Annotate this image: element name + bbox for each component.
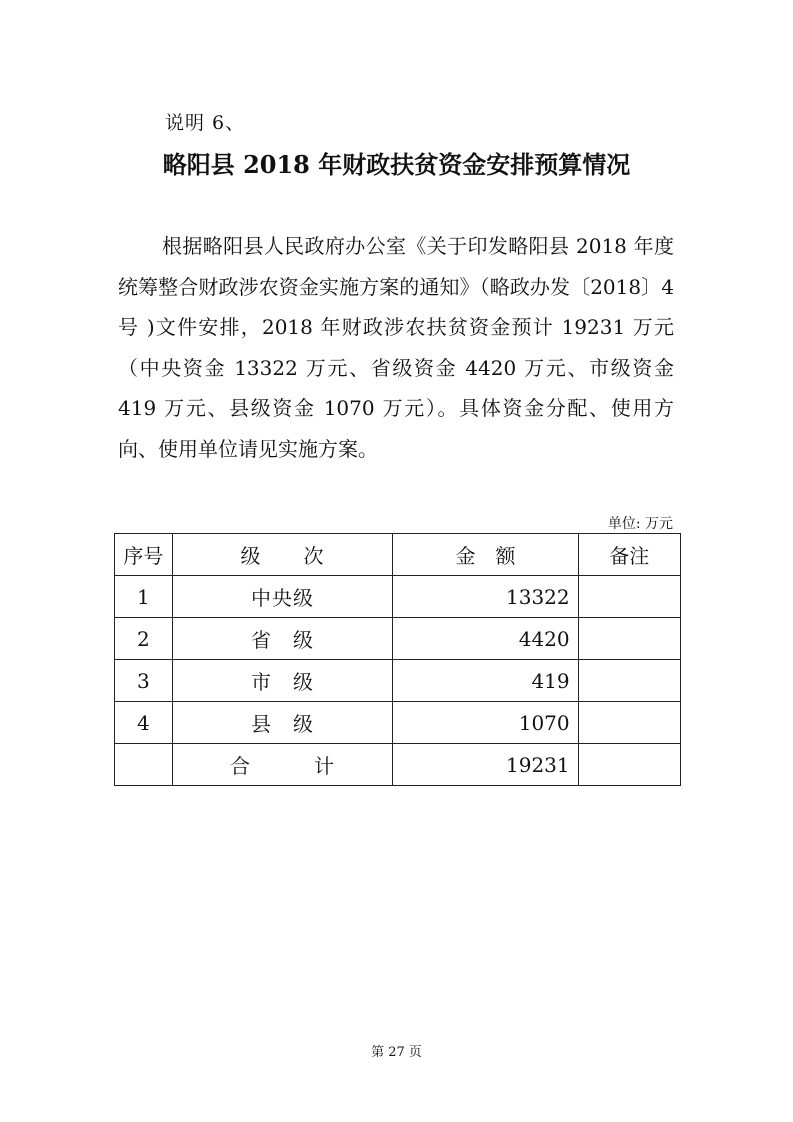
cell-level: 中央级	[172, 576, 393, 618]
header-note: 备注	[578, 534, 680, 576]
cell-level: 县 级	[172, 702, 393, 744]
cell-level: 省 级	[172, 618, 393, 660]
total-no	[115, 744, 173, 786]
page-title: 略阳县 2018 年财政扶贫资金安排预算情况	[162, 150, 631, 179]
cell-note	[578, 618, 680, 660]
table-row	[115, 618, 681, 660]
cell-amount: 4420	[393, 618, 578, 660]
table-row	[115, 576, 681, 618]
cell-no: 1	[115, 576, 173, 618]
section-note-label: 说明 6、	[165, 112, 246, 134]
table-row	[115, 702, 681, 744]
unit-label: 单位: 万元	[607, 516, 673, 532]
budget-table	[114, 533, 681, 786]
body-paragraph: 根据略阳县人民政府办公室《关于印发略阳县 2018 年度统筹整合财政涉农资金实施方案的通知》（略政办发〔2018〕4 号 )文件安排，2018 年财政涉农扶贫资金预计 19231 万元（中央资金 13322 万元、省级资金 4420 万元、市级资金 419 万元、县级资金 1070 万元）。具体资金分配、使用方向、使用单位请见实施方案。	[118, 234, 674, 461]
cell-no: 3	[115, 660, 173, 702]
header-amount: 金 额	[393, 534, 578, 576]
cell-note	[578, 702, 680, 744]
cell-no: 4	[115, 702, 173, 744]
cell-amount: 13322	[393, 576, 578, 618]
cell-note	[578, 660, 680, 702]
cell-no: 2	[115, 618, 173, 660]
cell-amount: 1070	[393, 702, 578, 744]
total-label: 合 计	[172, 744, 393, 786]
header-no: 序号	[115, 534, 173, 576]
table-total-row	[115, 744, 681, 786]
cell-level: 市 级	[172, 660, 393, 702]
table-header-row	[115, 534, 681, 576]
total-amount: 19231	[393, 744, 578, 786]
cell-note	[578, 576, 680, 618]
header-level: 级 次	[172, 534, 393, 576]
page-number: 第 27 页	[371, 1045, 422, 1060]
cell-amount: 419	[393, 660, 578, 702]
table-row	[115, 660, 681, 702]
total-note	[578, 744, 680, 786]
